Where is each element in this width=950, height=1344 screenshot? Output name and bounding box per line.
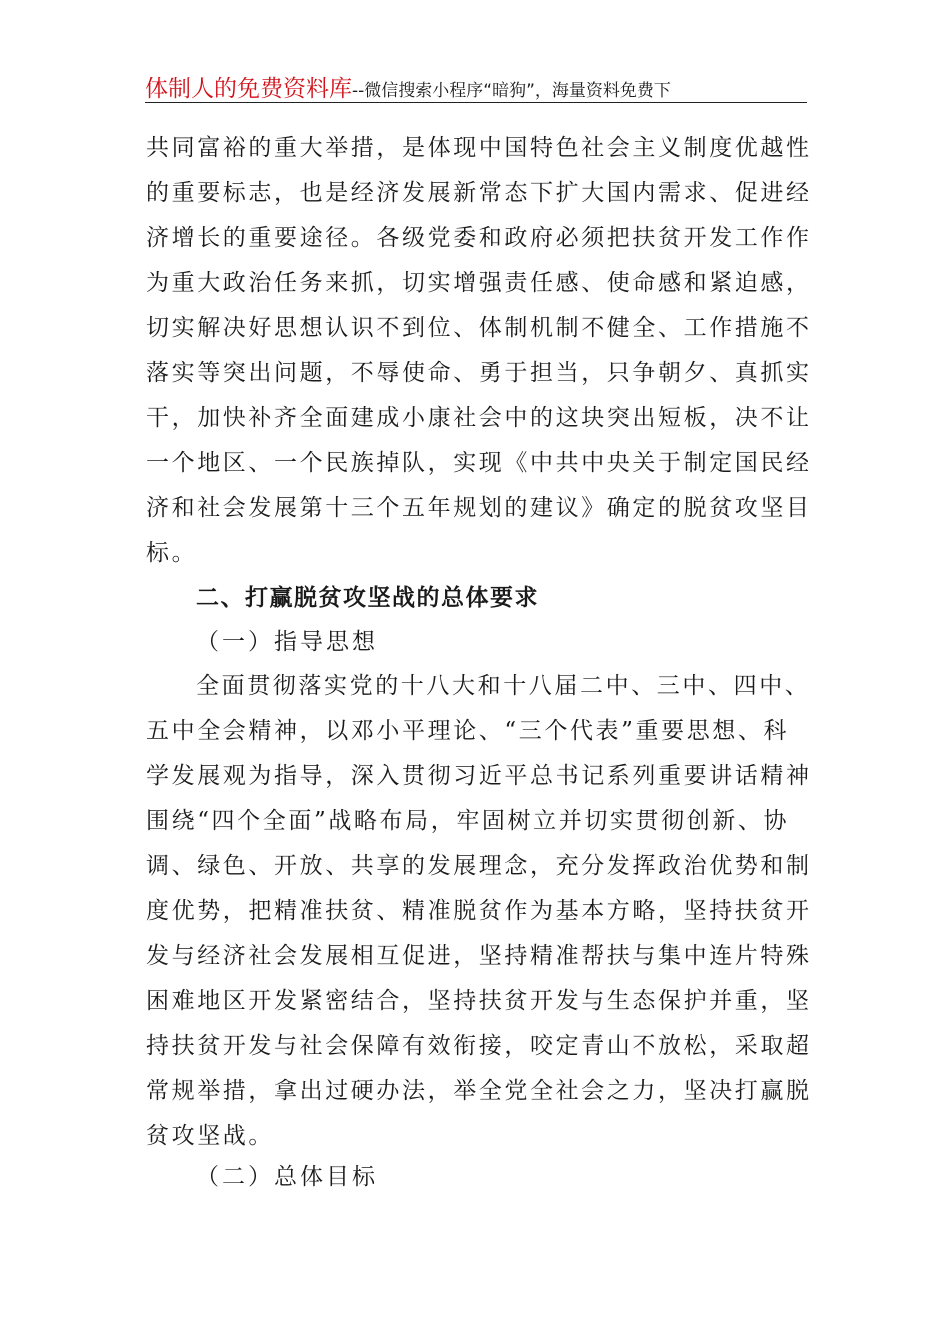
body-line: 切实解决好思想认识不到位、体制机制不健全、工作措施不 — [146, 315, 812, 341]
body-line: 调、绿色、开放、共享的发展理念，充分发挥政治优势和制 — [146, 853, 812, 879]
body-line: 度优势，把精准扶贫、精准脱贫作为基本方略，坚持扶贫开 — [146, 898, 812, 924]
body-line: 标。 — [146, 540, 198, 566]
body-line: 持扶贫开发与社会保障有效衔接，咬定青山不放松，采取超 — [146, 1033, 812, 1059]
header-tagline: --微信搜索小程序“暗狗”，海量资料免费下 — [352, 81, 671, 101]
subsection-heading-guiding-thought: （一）指导思想 — [196, 629, 378, 655]
body-line: 全面贯彻落实党的十八大和十八届二中、三中、四中、 — [196, 673, 811, 699]
body-line: 济增长的重要途径。各级党委和政府必须把扶贫开发工作作 — [146, 225, 812, 251]
body-line: 落实等突出问题，不辱使命、勇于担当，只争朝夕、真抓实 — [146, 360, 812, 386]
body-line: 济和社会发展第十三个五年规划的建议》确定的脱贫攻坚目 — [146, 495, 812, 521]
page-header — [145, 70, 807, 103]
body-line: 的重要标志，也是经济发展新常态下扩大国内需求、促进经 — [146, 180, 812, 206]
body-line: 困难地区开发紧密结合，坚持扶贫开发与生态保护并重，坚 — [146, 988, 812, 1014]
body-line: 为重大政治任务来抓，切实增强责任感、使命感和紧迫感， — [146, 270, 812, 296]
body-line: 学发展观为指导，深入贯彻习近平总书记系列重要讲话精神 — [146, 763, 812, 789]
header-brand: 体制人的免费资料库 — [145, 76, 352, 102]
body-line: 五中全会精神，以邓小平理论、“三个代表”重要思想、科 — [146, 718, 790, 744]
body-line: 共同富裕的重大举措，是体现中国特色社会主义制度优越性 — [146, 135, 812, 161]
body-line: 常规举措，拿出过硬办法，举全党全社会之力，坚决打赢脱 — [146, 1078, 812, 1104]
body-line: 围绕“四个全面”战略布局，牢固树立并切实贯彻创新、协 — [146, 808, 790, 834]
subsection-heading-overall-goal: （二）总体目标 — [196, 1164, 378, 1190]
body-line: 干，加快补齐全面建成小康社会中的这块突出短板，决不让 — [146, 405, 812, 431]
body-line: 一个地区、一个民族掉队，实现《中共中央关于制定国民经 — [146, 450, 812, 476]
section-heading: 二、打赢脱贫攻坚战的总体要求 — [196, 585, 539, 611]
body-line: 发与经济社会发展相互促进，坚持精准帮扶与集中连片特殊 — [146, 943, 812, 969]
body-line: 贫攻坚战。 — [146, 1123, 274, 1149]
